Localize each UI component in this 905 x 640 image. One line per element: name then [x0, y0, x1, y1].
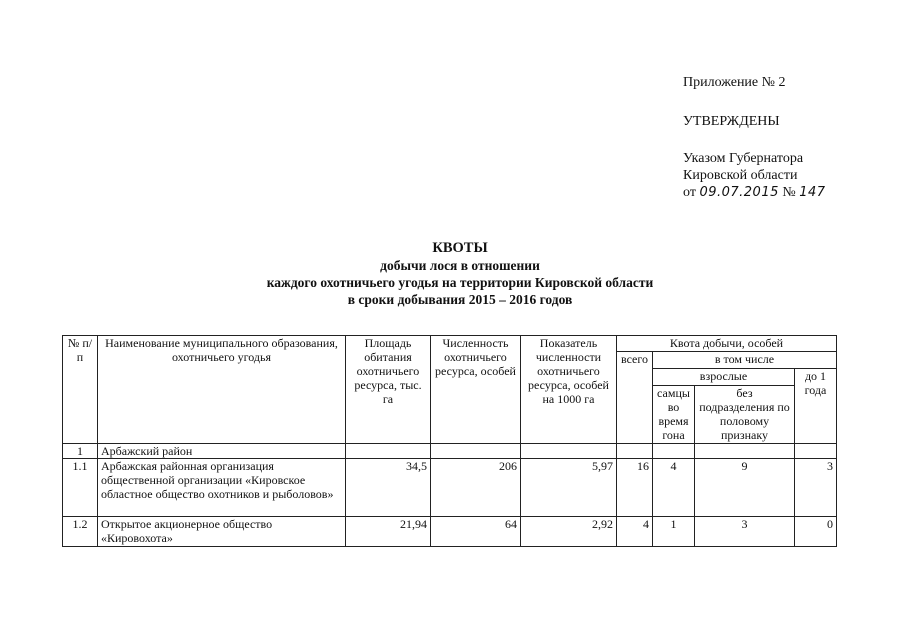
cell-num: 1.1	[63, 459, 98, 517]
header-num: № п/п	[63, 336, 98, 444]
cell-no-sex: 9	[695, 459, 795, 517]
handwritten-date: 09.07.2015	[699, 185, 779, 200]
header-area: Площадь обитания охотничьего ресурса, тыс. га	[346, 336, 431, 444]
decree-date-line	[683, 184, 883, 201]
approved-label: УТВЕРЖДЕНЫ	[683, 114, 780, 129]
decree-line-1: Указом Губернатора	[683, 151, 804, 166]
header-quota: Квота добычи, особей	[617, 336, 837, 352]
cell-total	[617, 444, 653, 459]
cell-total: 16	[617, 459, 653, 517]
header-adults: взрослые	[653, 369, 795, 386]
table-row	[63, 444, 837, 459]
cell-total: 4	[617, 517, 653, 547]
title-line-2: добычи лося в отношении	[380, 258, 540, 273]
cell-area: 21,94	[346, 517, 431, 547]
header-males: самцы во время гона	[653, 386, 695, 444]
cell-num: 1.2	[63, 517, 98, 547]
header-including: в том числе	[653, 352, 837, 369]
header-name: Наименование муниципального образования, охотничьего угодья	[98, 336, 346, 444]
cell-density: 5,97	[521, 459, 617, 517]
header-under1: до 1 года	[795, 369, 837, 444]
cell-under1	[795, 444, 837, 459]
appendix-label: Приложение № 2	[683, 75, 786, 90]
header-no-sex: без подразделения по половому признаку	[695, 386, 795, 444]
decree-line-2: Кировской области	[683, 168, 798, 183]
spacer	[683, 91, 883, 113]
approval-block	[683, 74, 883, 201]
title-line-4: в сроки добывания 2015 – 2016 годов	[347, 292, 573, 307]
cell-name: Арбажская районная организация общественной организации «Кировское областное общество охотников и рыболовов»	[98, 459, 346, 517]
document-title	[150, 240, 770, 308]
header-density: Показатель численности охотничьего ресурса, особей на 1000 га	[521, 336, 617, 444]
cell-population: 64	[431, 517, 521, 547]
spacer	[683, 130, 883, 150]
header-population: Численность охотничьего ресурса, особей	[431, 336, 521, 444]
number-prefix: №	[782, 185, 796, 200]
date-prefix: от	[683, 185, 696, 200]
cell-males	[653, 444, 695, 459]
cell-density: 2,92	[521, 517, 617, 547]
cell-area	[346, 444, 431, 459]
cell-males: 1	[653, 517, 695, 547]
table-row	[63, 459, 837, 517]
cell-under1: 0	[795, 517, 837, 547]
handwritten-number: 147	[799, 185, 826, 200]
title-line-3: каждого охотничьего угодья на территории Кировской области	[266, 275, 654, 290]
header-total: всего	[617, 352, 653, 444]
cell-no-sex	[695, 444, 795, 459]
table-row	[63, 517, 837, 547]
cell-population	[431, 444, 521, 459]
cell-males: 4	[653, 459, 695, 517]
title-main: КВОТЫ	[432, 240, 488, 256]
cell-name: Открытое акционерное общество «Кировохота»	[98, 517, 346, 547]
cell-under1: 3	[795, 459, 837, 517]
cell-area: 34,5	[346, 459, 431, 517]
quota-table	[62, 335, 837, 547]
cell-density	[521, 444, 617, 459]
cell-num: 1	[63, 444, 98, 459]
cell-population: 206	[431, 459, 521, 517]
cell-no-sex: 3	[695, 517, 795, 547]
cell-name: Арбажский район	[98, 444, 346, 459]
